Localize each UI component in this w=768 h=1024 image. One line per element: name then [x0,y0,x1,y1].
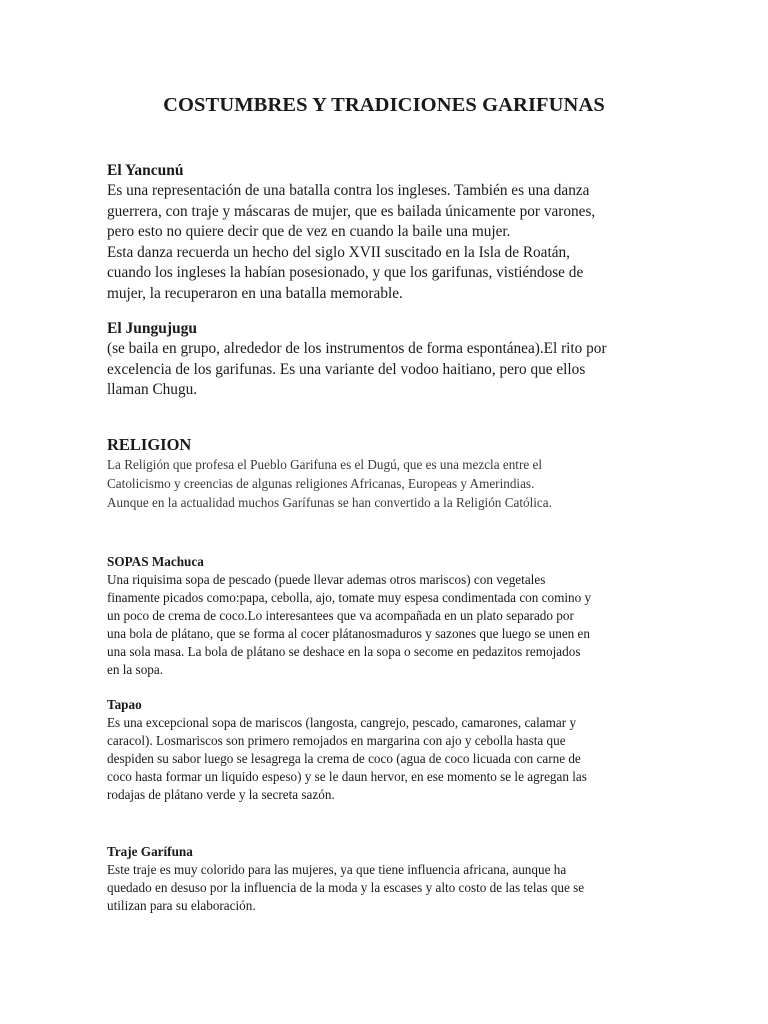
page-title: COSTUMBRES Y TRADICIONES GARIFUNAS [163,94,605,116]
section-heading: Traje Garífuna [107,844,193,859]
section-body: Es una representación de una batalla contra los ingleses. También es una danza guerrera, con traje y máscaras de mujer, que es bailada únicamente por varones, pero esto no quiere decir que de vez en cuando la baile una mujer. Esta danza recuerda un hecho del siglo XVII suscitado en la Isla de Roatán, cuando los ingleses la habían posesionado, y que los garifunas, vistiéndose de mujer, la recuperaron en una batalla memorable. [107,182,596,302]
section-jungujugu [107,319,663,401]
section-heading: RELIGION [107,435,192,454]
section-heading: SOPAS Machuca [107,554,204,569]
section-body: Es una excepcional sopa de mariscos (langosta, cangrejo, pescado, camarones, calamar y caracol). Losmariscos son primero remojados en margarina con ajo y cebolla hasta que despiden su sabor luego se lesagrega la crema de coco (agua de coco licuada con carne de coco hasta formar un liquido espeso) y se le daun hervor, en ese momento se le agregan las rodajas de plátano verde y la secreta sazón. [107,715,587,803]
section-traje [107,843,663,915]
section-body: Una riquisima sopa de pescado (puede llevar ademas otros mariscos) con vegetales finamente picados como:papa, cebolla, ajo, tomate muy espesa condimentada con comino y un poco de crema de coco.Lo interesantees que va acompañada en un plato separado por una bola de plátano, que se forma al cocer plátanosmaduros y sazones que luego se unen en una sola masa. La bola de plátano se deshace en la sopa o secome en pedazitos remojados en la sopa. [107,572,592,678]
section-religion [107,435,663,512]
section-sopas [107,553,663,680]
section-yancunu [107,161,663,304]
section-body: (se baila en grupo, alrededor de los instrumentos de forma espontánea).El rito por excelencia de los garifunas. Es una variante del vodoo haitiano, pero que ellos llaman Chugu. [107,340,607,398]
section-body: La Religión que profesa el Pueblo Garifuna es el Dugú, que es una mezcla entre el Catolicismo y creencias de algunas religiones Africanas, Europeas y Amerindias. Aunque en la actualidad muchos Garífunas se han convertido a la Religión Católica. [107,457,552,510]
section-heading: El Jungujugu [107,320,198,337]
section-heading: El Yancunú [107,162,184,179]
section-heading: Tapao [107,697,142,712]
section-body: Este traje es muy colorido para las mujeres, ya que tiene influencia africana, aunque ha quedado en desuso por la influencia de la moda y la escases y alto costo de las telas que se utilizan para su elaboración. [107,862,585,914]
section-tapao [107,696,663,804]
